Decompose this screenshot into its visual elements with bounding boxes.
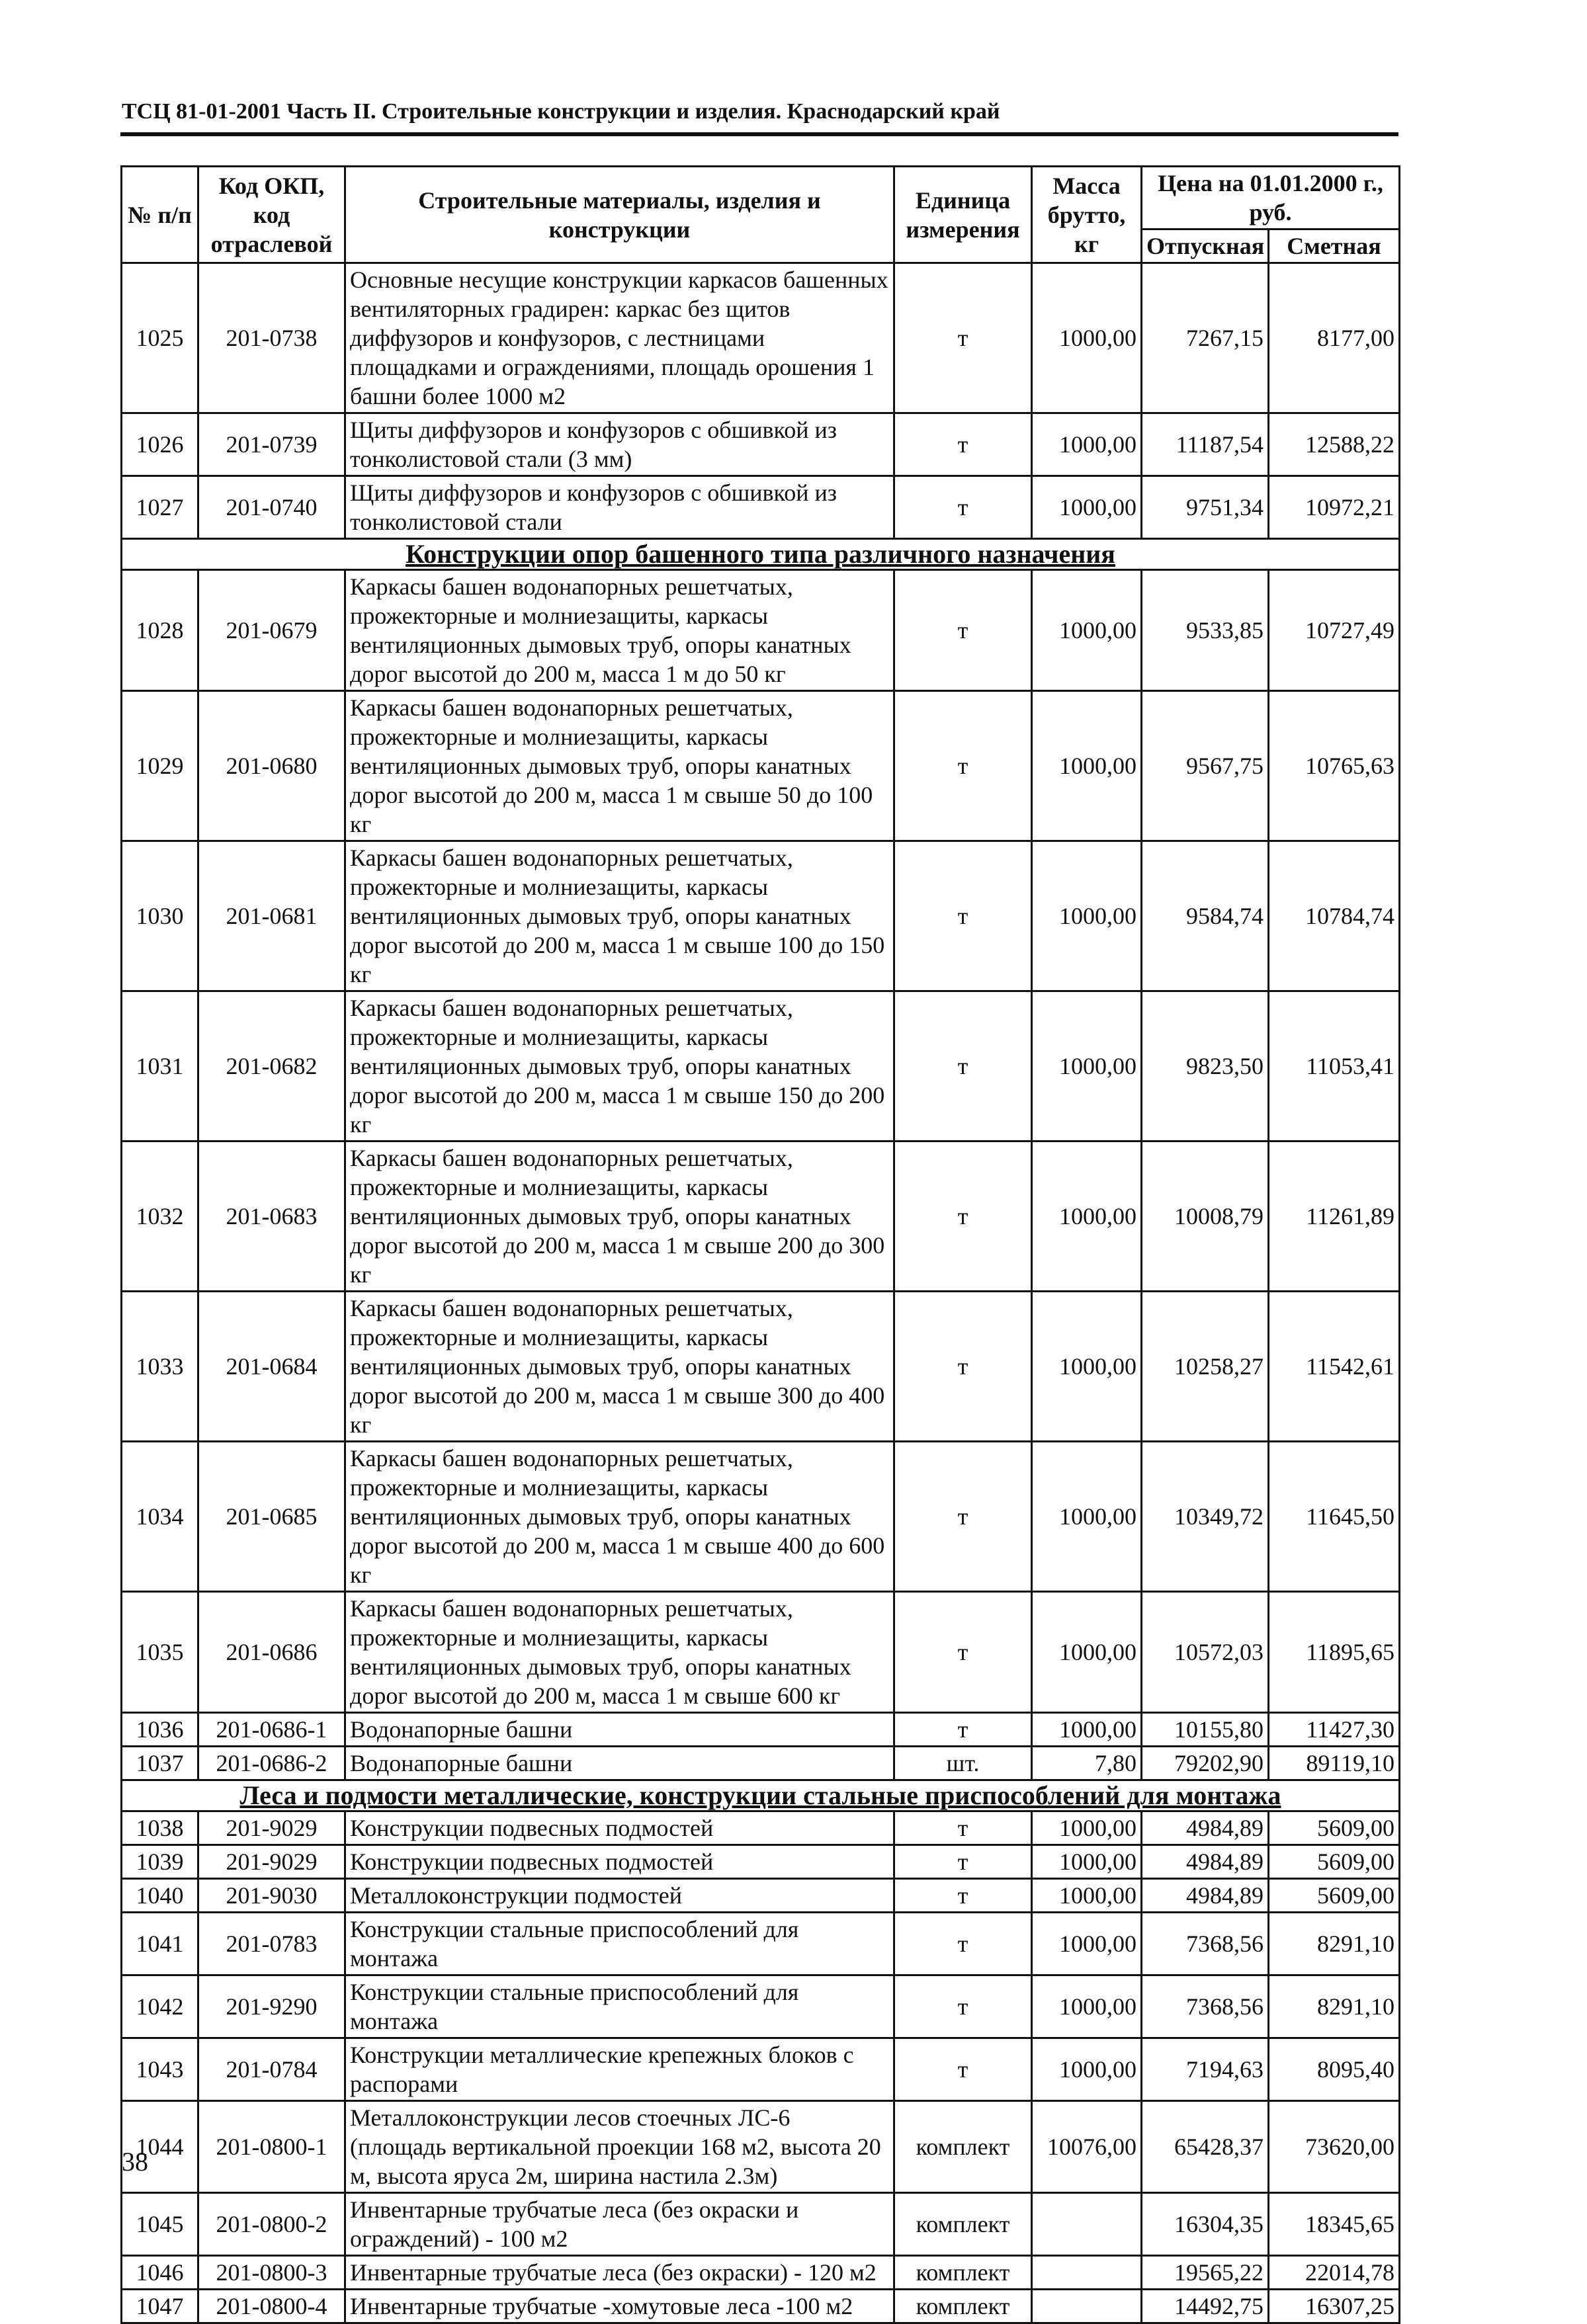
cell-code: 201-9029 xyxy=(198,1811,345,1845)
cell-mass: 1000,00 xyxy=(1032,691,1142,841)
col-header-name: Строительные материалы, изделия и конструкции xyxy=(345,167,894,263)
cell-num: 1034 xyxy=(122,1442,198,1592)
cell-unit: т xyxy=(894,570,1032,691)
cell-code: 201-0681 xyxy=(198,841,345,991)
cell-name: Каркасы башен водонапорных решетчатых, прожекторные и молниезащиты, каркасы вентиляционных дымовых труб, опоры канатных дорог высотой до 200 м, масса 1 м свыше 200 до 300 кг xyxy=(345,1141,894,1292)
table-row xyxy=(122,2193,1400,2256)
header-rule xyxy=(120,132,1398,136)
cell-mass: 1000,00 xyxy=(1032,2038,1142,2101)
cell-price-release: 7267,15 xyxy=(1142,263,1269,413)
cell-num: 1047 xyxy=(122,2290,198,2323)
cell-price-estimate: 22014,78 xyxy=(1269,2256,1400,2290)
cell-num: 1033 xyxy=(122,1292,198,1442)
cell-mass: 1000,00 xyxy=(1032,1141,1142,1292)
cell-num: 1042 xyxy=(122,1975,198,2038)
cell-mass: 1000,00 xyxy=(1032,1845,1142,1879)
cell-code: 201-0740 xyxy=(198,476,345,539)
cell-unit: т xyxy=(894,1845,1032,1879)
cell-unit: комплект xyxy=(894,2290,1032,2323)
cell-num: 1025 xyxy=(122,263,198,413)
cell-code: 201-0684 xyxy=(198,1292,345,1442)
cell-name: Щиты диффузоров и конфузоров с обшивкой из тонколистовой стали xyxy=(345,476,894,539)
cell-mass: 10076,00 xyxy=(1032,2101,1142,2193)
cell-mass: 1000,00 xyxy=(1032,1442,1142,1592)
table-row xyxy=(122,1845,1400,1879)
cell-price-estimate: 8291,10 xyxy=(1269,1975,1400,2038)
cell-name: Инвентарные трубчатые леса (без окраски) - 120 м2 xyxy=(345,2256,894,2290)
cell-code: 201-0739 xyxy=(198,413,345,476)
table-row xyxy=(122,2101,1400,2193)
cell-num: 1032 xyxy=(122,1141,198,1292)
cell-num: 1044 xyxy=(122,2101,198,2193)
cell-price-release: 4984,89 xyxy=(1142,1811,1269,1845)
cell-unit: т xyxy=(894,413,1032,476)
cell-price-release: 10155,80 xyxy=(1142,1713,1269,1747)
table-row xyxy=(122,1141,1400,1292)
cell-name: Конструкции металлические крепежных блоков с распорами xyxy=(345,2038,894,2101)
cell-unit: комплект xyxy=(894,2101,1032,2193)
cell-name: Металлоконструкции лесов стоечных ЛС-6 (площадь вертикальной проекции 168 м2, высота 20 м, высота яруса 2м, ширина настила 2.3м) xyxy=(345,2101,894,2193)
table-row xyxy=(122,570,1400,691)
cell-price-release: 10258,27 xyxy=(1142,1292,1269,1442)
cell-num: 1039 xyxy=(122,1845,198,1879)
cell-mass xyxy=(1032,2256,1142,2290)
cell-unit: т xyxy=(894,1141,1032,1292)
table-row xyxy=(122,2256,1400,2290)
cell-price-estimate: 10727,49 xyxy=(1269,570,1400,691)
cell-mass: 1000,00 xyxy=(1032,1592,1142,1713)
cell-unit: т xyxy=(894,1975,1032,2038)
cell-mass: 1000,00 xyxy=(1032,1879,1142,1913)
cell-code: 201-0686-2 xyxy=(198,1747,345,1780)
table-row xyxy=(122,1975,1400,2038)
cell-code: 201-9290 xyxy=(198,1975,345,2038)
cell-price-estimate: 16307,25 xyxy=(1269,2290,1400,2323)
table-body xyxy=(122,263,1400,2323)
cell-mass: 1000,00 xyxy=(1032,991,1142,1141)
cell-unit: шт. xyxy=(894,1747,1032,1780)
cell-unit: т xyxy=(894,1592,1032,1713)
table-row xyxy=(122,691,1400,841)
cell-num: 1029 xyxy=(122,691,198,841)
cell-price-release: 9823,50 xyxy=(1142,991,1269,1141)
cell-code: 201-9030 xyxy=(198,1879,345,1913)
cell-price-estimate: 11427,30 xyxy=(1269,1713,1400,1747)
cell-price-release: 79202,90 xyxy=(1142,1747,1269,1780)
cell-mass: 1000,00 xyxy=(1032,1913,1142,1975)
cell-price-estimate: 12588,22 xyxy=(1269,413,1400,476)
cell-code: 201-0683 xyxy=(198,1141,345,1292)
cell-mass: 1000,00 xyxy=(1032,570,1142,691)
cell-name: Каркасы башен водонапорных решетчатых, прожекторные и молниезащиты, каркасы вентиляционных дымовых труб, опоры канатных дорог высотой до 200 м, масса 1 м свыше 50 до 100 кг xyxy=(345,691,894,841)
cell-price-estimate: 5609,00 xyxy=(1269,1879,1400,1913)
cell-unit: т xyxy=(894,1811,1032,1845)
cell-num: 1043 xyxy=(122,2038,198,2101)
table-row xyxy=(122,263,1400,413)
col-header-mass: Масса брутто, кг xyxy=(1032,167,1142,263)
cell-unit: т xyxy=(894,991,1032,1141)
cell-code: 201-0685 xyxy=(198,1442,345,1592)
cell-num: 1031 xyxy=(122,991,198,1141)
table-row xyxy=(122,1913,1400,1975)
cell-price-release: 7368,56 xyxy=(1142,1975,1269,2038)
cell-unit: т xyxy=(894,691,1032,841)
cell-name: Металлоконструкции подмостей xyxy=(345,1879,894,1913)
cell-name: Каркасы башен водонапорных решетчатых, прожекторные и молниезащиты, каркасы вентиляционных дымовых труб, опоры канатных дорог высотой до 200 м, масса 1 м до 50 кг xyxy=(345,570,894,691)
cell-num: 1036 xyxy=(122,1713,198,1747)
cell-code: 201-0680 xyxy=(198,691,345,841)
table-row xyxy=(122,1442,1400,1592)
cell-price-release: 10572,03 xyxy=(1142,1592,1269,1713)
cell-num: 1038 xyxy=(122,1811,198,1845)
cell-unit: т xyxy=(894,1713,1032,1747)
cell-mass: 1000,00 xyxy=(1032,263,1142,413)
cell-mass: 1000,00 xyxy=(1032,413,1142,476)
cell-name: Водонапорные башни xyxy=(345,1713,894,1747)
section-row xyxy=(122,1780,1400,1811)
cell-num: 1035 xyxy=(122,1592,198,1713)
cell-unit: т xyxy=(894,1292,1032,1442)
cell-price-release: 14492,75 xyxy=(1142,2290,1269,2323)
cell-price-release: 9584,74 xyxy=(1142,841,1269,991)
table-row xyxy=(122,413,1400,476)
table-row xyxy=(122,2038,1400,2101)
col-header-price-estimate: Сметная xyxy=(1269,229,1400,263)
col-header-price-group: Цена на 01.01.2000 г., руб. xyxy=(1142,167,1400,229)
cell-mass: 1000,00 xyxy=(1032,841,1142,991)
cell-code: 201-0800-1 xyxy=(198,2101,345,2193)
cell-unit: т xyxy=(894,2038,1032,2101)
cell-name: Конструкции подвесных подмостей xyxy=(345,1811,894,1845)
cell-mass: 1000,00 xyxy=(1032,476,1142,539)
cell-price-estimate: 11261,89 xyxy=(1269,1141,1400,1292)
cell-name: Конструкции стальные приспособлений для монтажа xyxy=(345,1975,894,2038)
cell-name: Водонапорные башни xyxy=(345,1747,894,1780)
cell-code: 201-0800-3 xyxy=(198,2256,345,2290)
cell-price-release: 16304,35 xyxy=(1142,2193,1269,2256)
cell-price-estimate: 5609,00 xyxy=(1269,1811,1400,1845)
section-title: Конструкции опор башенного типа различного назначения xyxy=(122,539,1400,570)
cell-unit: т xyxy=(894,1913,1032,1975)
col-header-code: Код ОКП, код отраслевой xyxy=(198,167,345,263)
cell-price-estimate: 8291,10 xyxy=(1269,1913,1400,1975)
table-header xyxy=(122,167,1400,263)
cell-price-estimate: 11542,61 xyxy=(1269,1292,1400,1442)
cell-name: Каркасы башен водонапорных решетчатых, прожекторные и молниезащиты, каркасы вентиляционных дымовых труб, опоры канатных дорог высотой до 200 м, масса 1 м свыше 100 до 150 кг xyxy=(345,841,894,991)
cell-unit: т xyxy=(894,263,1032,413)
cell-name: Инвентарные трубчатые -хомутовые леса -100 м2 xyxy=(345,2290,894,2323)
cell-num: 1026 xyxy=(122,413,198,476)
cell-code: 201-0800-2 xyxy=(198,2193,345,2256)
cell-price-release: 19565,22 xyxy=(1142,2256,1269,2290)
cell-price-release: 10349,72 xyxy=(1142,1442,1269,1592)
cell-num: 1040 xyxy=(122,1879,198,1913)
cell-num: 1046 xyxy=(122,2256,198,2290)
cell-num: 1030 xyxy=(122,841,198,991)
table-row xyxy=(122,1292,1400,1442)
table-row xyxy=(122,1879,1400,1913)
cell-price-estimate: 11645,50 xyxy=(1269,1442,1400,1592)
cell-price-release: 65428,37 xyxy=(1142,2101,1269,2193)
cell-mass xyxy=(1032,2290,1142,2323)
cell-price-release: 7368,56 xyxy=(1142,1913,1269,1975)
cell-mass: 1000,00 xyxy=(1032,1975,1142,2038)
cell-price-estimate: 5609,00 xyxy=(1269,1845,1400,1879)
cell-price-release: 7194,63 xyxy=(1142,2038,1269,2101)
cell-price-estimate: 8095,40 xyxy=(1269,2038,1400,2101)
cell-code: 201-0784 xyxy=(198,2038,345,2101)
table-row xyxy=(122,1811,1400,1845)
cell-price-estimate: 11895,65 xyxy=(1269,1592,1400,1713)
cell-name: Щиты диффузоров и конфузоров с обшивкой из тонколистовой стали (3 мм) xyxy=(345,413,894,476)
cell-code: 201-0800-4 xyxy=(198,2290,345,2323)
table-row xyxy=(122,1713,1400,1747)
page-header: ТСЦ 81-01-2001 Часть II. Строительные конструкции и изделия. Краснодарский край xyxy=(122,99,1000,124)
col-header-unit: Единица измерения xyxy=(894,167,1032,263)
cell-price-release: 9567,75 xyxy=(1142,691,1269,841)
col-header-num: № п/п xyxy=(122,167,198,263)
cell-code: 201-9029 xyxy=(198,1845,345,1879)
cell-name: Конструкции стальные приспособлений для монтажа xyxy=(345,1913,894,1975)
cell-price-release: 9751,34 xyxy=(1142,476,1269,539)
cell-name: Основные несущие конструкции каркасов башенных вентиляторных градирен: каркас без щитов диффузоров и конфузоров, с лестницами площадками и ограждениями, площадь орошения 1 башни более 1000 м2 xyxy=(345,263,894,413)
table-row xyxy=(122,1592,1400,1713)
cell-num: 1037 xyxy=(122,1747,198,1780)
cell-price-estimate: 18345,65 xyxy=(1269,2193,1400,2256)
cell-code: 201-0738 xyxy=(198,263,345,413)
cell-unit: т xyxy=(894,1879,1032,1913)
cell-num: 1041 xyxy=(122,1913,198,1975)
cell-name: Конструкции подвесных подмостей xyxy=(345,1845,894,1879)
col-header-price-release: Отпускная xyxy=(1142,229,1269,263)
cell-code: 201-0686-1 xyxy=(198,1713,345,1747)
cell-price-release: 4984,89 xyxy=(1142,1845,1269,1879)
cell-mass: 7,80 xyxy=(1032,1747,1142,1780)
cell-mass xyxy=(1032,2193,1142,2256)
table-row xyxy=(122,841,1400,991)
cell-price-estimate: 89119,10 xyxy=(1269,1747,1400,1780)
cell-price-estimate: 10765,63 xyxy=(1269,691,1400,841)
cell-price-release: 4984,89 xyxy=(1142,1879,1269,1913)
cell-name: Каркасы башен водонапорных решетчатых, прожекторные и молниезащиты, каркасы вентиляционных дымовых труб, опоры канатных дорог высотой до 200 м, масса 1 м свыше 600 кг xyxy=(345,1592,894,1713)
cell-unit: т xyxy=(894,476,1032,539)
cell-price-estimate: 73620,00 xyxy=(1269,2101,1400,2193)
cell-mass: 1000,00 xyxy=(1032,1292,1142,1442)
cell-price-estimate: 10972,21 xyxy=(1269,476,1400,539)
cell-name: Каркасы башен водонапорных решетчатых, прожекторные и молниезащиты, каркасы вентиляционных дымовых труб, опоры канатных дорог высотой до 200 м, масса 1 м свыше 400 до 600 кг xyxy=(345,1442,894,1592)
table-row xyxy=(122,991,1400,1141)
cell-price-estimate: 8177,00 xyxy=(1269,263,1400,413)
cell-num: 1028 xyxy=(122,570,198,691)
cell-name: Каркасы башен водонапорных решетчатых, прожекторные и молниезащиты, каркасы вентиляционных дымовых труб, опоры канатных дорог высотой до 200 м, масса 1 м свыше 150 до 200 кг xyxy=(345,991,894,1141)
section-title: Леса и подмости металлические, конструкции стальные приспособлений для монтажа xyxy=(122,1780,1400,1811)
cell-code: 201-0682 xyxy=(198,991,345,1141)
cell-num: 1027 xyxy=(122,476,198,539)
cell-unit: т xyxy=(894,841,1032,991)
cell-price-estimate: 11053,41 xyxy=(1269,991,1400,1141)
table-row xyxy=(122,476,1400,539)
cell-code: 201-0783 xyxy=(198,1913,345,1975)
cell-price-estimate: 10784,74 xyxy=(1269,841,1400,991)
cell-unit: комплект xyxy=(894,2193,1032,2256)
cell-name: Инвентарные трубчатые леса (без окраски и ограждений) - 100 м2 xyxy=(345,2193,894,2256)
section-row xyxy=(122,539,1400,570)
price-table xyxy=(120,165,1400,2324)
table-row xyxy=(122,2290,1400,2323)
cell-unit: т xyxy=(894,1442,1032,1592)
cell-price-release: 10008,79 xyxy=(1142,1141,1269,1292)
cell-unit: комплект xyxy=(894,2256,1032,2290)
cell-code: 201-0679 xyxy=(198,570,345,691)
page-number: 38 xyxy=(122,2147,148,2177)
cell-price-release: 9533,85 xyxy=(1142,570,1269,691)
table-row xyxy=(122,1747,1400,1780)
cell-mass: 1000,00 xyxy=(1032,1811,1142,1845)
cell-mass: 1000,00 xyxy=(1032,1713,1142,1747)
cell-code: 201-0686 xyxy=(198,1592,345,1713)
cell-price-release: 11187,54 xyxy=(1142,413,1269,476)
cell-name: Каркасы башен водонапорных решетчатых, прожекторные и молниезащиты, каркасы вентиляционных дымовых труб, опоры канатных дорог высотой до 200 м, масса 1 м свыше 300 до 400 кг xyxy=(345,1292,894,1442)
cell-num: 1045 xyxy=(122,2193,198,2256)
